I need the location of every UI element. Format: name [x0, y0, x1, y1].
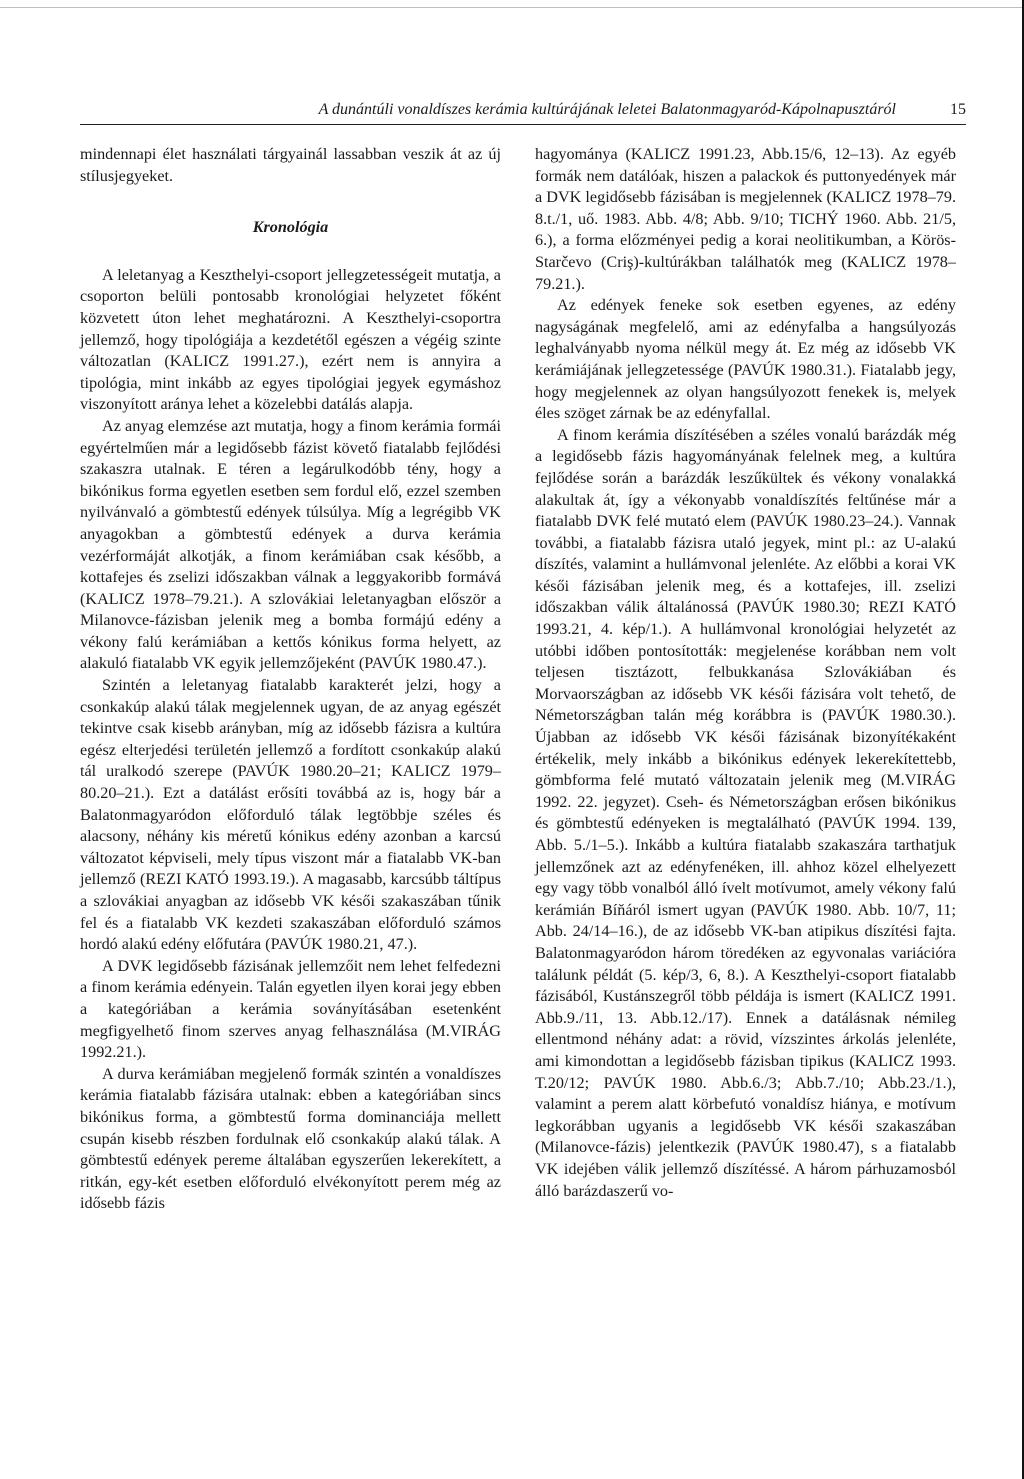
paragraph: A DVK legidősebb fázisának jellemzőit nem lehet felfedezni a finom kerámia edényein. Talán egyetlen ilyen korai jegy ebben a kategóriában a kerámia soványításában esetenként megfigyelhető finom szerves anyag felhasználása (M.VIRÁG 1992.21.).: [80, 956, 501, 1062]
paragraph: A leletanyag a Keszthelyi-csoport jellegzetességeit mutatja, a csoporton belüli pontosabb kronológiai helyzetet főként közvetett úton lehet meghatározni. A Keszthelyi-csoportra jellemző, hogy tipológiája a kezdetétől egészen a végéig szinte változatlan (KALICZ 1991.27.), ezért nem is annyira a tipológia, mint inkább az egyes tipológiai jegyek egymáshoz viszonyított aránya lehet a közelebbi datálás alapja.: [80, 265, 501, 414]
section-heading: Kronológia: [252, 218, 329, 237]
paragraph: Szintén a leletanyag fiatalabb karakterét jelzi, hogy a csonkakúp alakú tálak megjelennek ugyan, de az anyag egészét tekintve csak kisebb arányban, míg az idősebb fázisra a kultúra egész elterjedési területén jellemző a fordított csonkakúp alakú tál uralkodó szerepe (PAVÚK 1980.20–21; KALICZ 1979–80.20–21.). Ezt a datálást erősíti továbbá az is, hogy bár a Balatonmagyaródon előforduló tálak legtöbbje széles és alacsony, néhány kis méretű kónikus edény azonban a karcsú változatot képviseli, mely típus viszont már a fiatalabb VK-ban jellemző (REZI KATÓ 1993.19.). A magasabb, karcsúbb táltípus a szlovákiai anyagban az idősebb VK késői szakaszában tűnik fel és a fiatalabb VK kezdeti szakaszában előforduló számos hordó alakú edény előfutára (PAVÚK 1980.21, 47.).: [80, 676, 501, 954]
paragraph: Az anyag elemzése azt mutatja, hogy a finom kerámia formái egyértelműen már a legidősebb fázist követő fiatalabb fejlődési szakaszra utalnak. E téren a legárulkodóbb tény, hogy a bikónikus forma egyetlen esetben sem fordul elő, ezzel szemben nyilvánvaló a gömbtestű edények túlsúlya. Míg a legrégibb VK anyagokban a gömbtestű edények a durva kerámia vezérformáját alkotják, a finom kerámiában csak később, a kottafejes és zselizi időszakban válnak a leggyakoribb formává (KALICZ 1978–79.21.). A szlovákiai leletanyagban először a Milanovce-fázisban jelenik meg a bomba formájú edény a vékony falú kerámiában a kettős kónikus forma helyett, az alakuló fiatalabb VK egyik jellemzőjeként (PAVÚK 1980.47.).: [80, 416, 501, 673]
paragraph: Az edények feneke sok esetben egyenes, az edény nagyságának megfelelő, ami az edényfalba a hangsúlyozás leghalványabb nyoma nélkül megy át. Ez még az idősebb VK kerámiájának jellegzetessége (PAVÚK 1980.31.). Fiatalabb jegy, hogy megjelennek az olyan hangsúlyozott fenekek is, melyek éles szöget zárnak be az edényfallal.: [535, 296, 956, 423]
scan-top-edge: [0, 7, 1024, 8]
page-number: 15: [950, 101, 966, 118]
paragraph: A durva kerámiában megjelenő formák szintén a vonaldíszes kerámia fiatalabb fázisára utalnak: ebben a kategóriában sincs bikónikus forma, a gömbtestű forma dominanciája mellett csupán kisebb részben fordulnak elő csonkakúp alakú tálak. A gömbtestű edények pereme általában egyszerűen lekerekített, a ritkán, egy-két esetben előforduló elvékonyított perem még az idősebb fázis: [80, 1064, 501, 1213]
running-header: [80, 100, 966, 125]
left-column: [80, 144, 501, 1215]
running-title: A dunántúli vonaldíszes kerámia kultúrájának leletei Balatonmagyaród-Kápolnapusztáról: [318, 101, 896, 118]
paragraph: hagyománya (KALICZ 1991.23, Abb.15/6, 12–13). Az egyéb formák nem datálóak, hiszen a palackok és puttonyedények már a DVK legidősebb fázisában is megjelennek (KALICZ 1978–79. 8.t./1, uő. 1983. Abb. 4/8; Abb. 9/10; TICHÝ 1960. Abb. 21/5, 6.), a forma előzményei pedig a korai neolitikumban, a Körös-Starčevo (Criş)-kultúrákban találhatók meg (KALICZ 1978–79.21.).: [535, 145, 956, 293]
paragraph: mindennapi élet használati tárgyainál lassabban veszik át az új stílusjegyeket.: [80, 145, 501, 185]
paragraph: A finom kerámia díszítésében a széles vonalú barázdák még a legidősebb fázis hagyományának felelnek meg, a kultúra fejlődése során a barázdák leszűkültek és vékony vonalakká alakultak át, így a vékonyabb vonaldíszítés feltűnése már a fiatalabb DVK felé mutató elem (PAVÚK 1980.23–24.). Vannak további, a fiatalabb fázisra utaló jegyek, mint pl.: az U-alakú díszítés, valamint a hullámvonal jelenléte. Az előbbi a korai VK késői fázisában jelenik meg, és a kottafejes, ill. zselizi időszakban válik általánossá (PAVÚK 1980.30; REZI KATÓ 1993.21, 4. kép/1.). A hullámvonal kronológiai helyzetét az utóbbi időben pontosították: megjelenése korábban nem volt teljesen tisztázott, felbukkanása Szlovákiában és Morvaországban az idősebb VK késői fázisára volt tehető, de Németországban talán még korábbra is (PAVÚK 1980.30.). Újabban az idősebb VK késői fázisának bizonyítékaként értékelik, mely inkább a bikónikus edények lekerekítettebb, gömbforma felé mutató változatain jelenik meg (M.VIRÁG 1992. 22. jegyzet). Cseh- és Németországban erősen bikónikus és gömbtestű edényeken is megtalálható (PAVÚK 1994. 139, Abb. 5./1–5.). Inkább a kultúra fiatalabb szakaszára tarthatjuk jellemzőnek azt az edényfenéken, ill. ahhoz közel elhelyezett egy vagy több vonalból álló ívelt motívumot, amely vékony falú kerámián Bíňáról ismert ugyan (PAVÚK 1980. Abb. 10/7, 11; Abb. 24/14–16.), de az idősebb VK-ban atipikus díszítési fajta. Balatonmagyaródon három töredéken az egyvonalas variációra találunk példát (5. kép/3, 6, 8.). A Keszthelyi-csoport fiatalabb fázisából, Kustánszegről több példája is ismert (KALICZ 1991. Abb.9./11, 13. Abb.12./17). Ennek a datálásnak némileg ellentmond néhány adat: a rövid, vízszintes árkolás jelenléte, ami kimondottan a legidősebb fázisban tipikus (KALICZ 1993. T.20/12; PAVÚK 1980. Abb.6./3; Abb.7./10; Abb.23./1.), valamint a perem alatt körbefutó vonaldísz hiánya, e motívum legkorábban ugyanis a legidősebb VK késői szakaszában (Milanovce-fázis) jelentkezik (PAVÚK 1980.47), s a fiatalabb VK idejében válik jellemző díszítéssé. A három párhuzamosból álló barázdaszerű vo-: [535, 425, 956, 1200]
right-column: [535, 144, 956, 1202]
